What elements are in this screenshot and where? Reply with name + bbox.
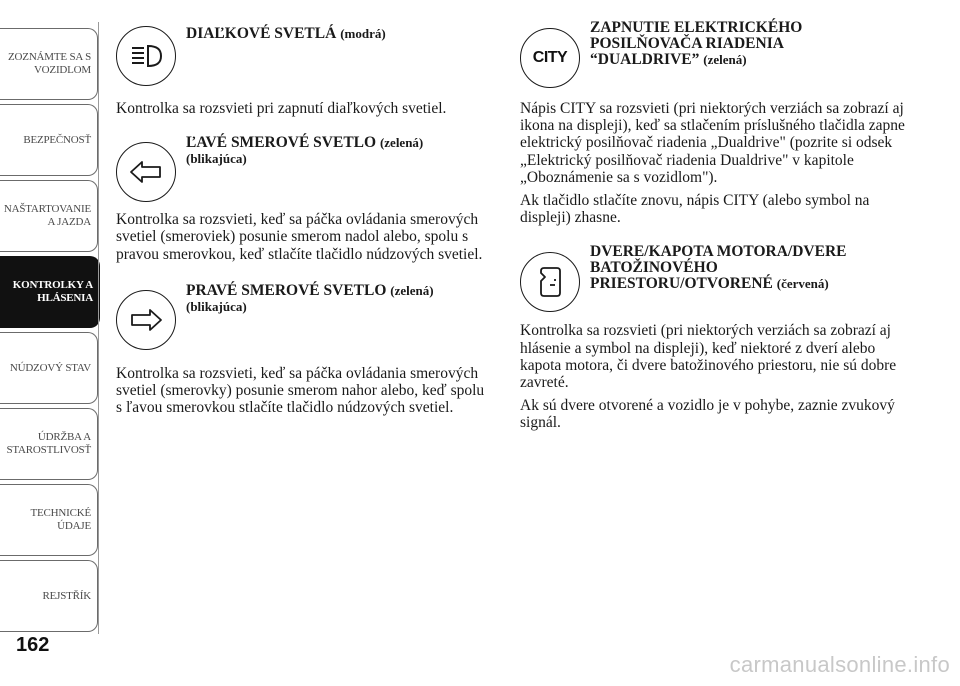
tab-emergency[interactable]: NÚDZOVÝ STAV (0, 332, 98, 404)
tab-safety[interactable]: BEZPEČNOSŤ (0, 104, 98, 176)
tab-index[interactable]: REJSTŘÍK (0, 560, 98, 632)
high-beam-icon (116, 26, 176, 86)
tab-starting-driving[interactable]: NAŠTARTOVANIE A JAZDA (0, 180, 98, 252)
doors-description-2: Ak sú dvere otvorené a vozidlo je v pohybe, zaznie zvukový signál. (520, 397, 895, 432)
high-beam-description: Kontrolka sa rozsvieti pri zapnutí diaľkových svetiel. (116, 100, 447, 117)
doors-section (520, 244, 910, 318)
left-turn-title: ĽAVÉ SMEROVÉ SVETLO (zelená) (blikajúca) (186, 134, 424, 167)
tab-warning-lights[interactable]: KONTROLKY A HLÁSENIA (0, 256, 100, 328)
doors-title: DVERE/KAPOTA MOTORA/DVERE BATOŽINOVÉHO PRIESTORU/OTVORENÉ (červená) (590, 243, 847, 293)
left-turn-description: Kontrolka sa rozsvieti, keď sa páčka ovládania smerových svetiel (smeroviek) posunie smerom nadol alebo, spolu s pravou smerovkou, keď stlačíte tlačidlo núdzových svetiel. (116, 211, 483, 263)
right-turn-section (116, 283, 494, 357)
city-description-1: Nápis CITY sa rozsvieti (pri niektorých verziách sa zobrazí aj ikona na displeji), keď sa stlačením príslušného tlačidla zapne elektrický posilňovač riadenia „Dualdrive" (pozrite si odsek „Elektrický posilňovač riadenia Dualdrive" v kapitole „Oboznámenie sa s vozidlom"). (520, 100, 905, 186)
left-arrow-icon (116, 142, 176, 202)
city-title: ZAPNUTIE ELEKTRICKÉHO POSILŇOVAČA RIADENIA “DUALDRIVE” (zelená) (590, 19, 803, 68)
sidebar-divider (98, 22, 99, 634)
high-beam-section (116, 20, 494, 90)
door-open-icon (520, 252, 580, 312)
right-column (520, 20, 910, 432)
right-arrow-icon (116, 290, 176, 350)
doors-description-1: Kontrolka sa rozsvieti (pri niektorých verziách sa zobrazí aj hlásenie a symbol na displeji), keď niektoré z dverí alebo kapota motora, či dvere batožinového priestoru, nie sú dobre zavreté. (520, 322, 897, 392)
city-description-2: Ak tlačidlo stlačíte znovu, nápis CITY (alebo symbol na displeji) zhasne. (520, 192, 870, 227)
city-icon: CITY (520, 28, 580, 88)
right-turn-description: Kontrolka sa rozsvieti, keď sa páčka ovládania smerových svetiel (smerovky) posunie smerom nahor alebo, keď spolu s ľavou smerovkou stlačíte tlačidlo núdzových svetiel. (116, 364, 485, 417)
high-beam-title: DIAĽKOVÉ SVETLÁ (modrá) (186, 25, 386, 42)
tab-maintenance[interactable]: ÚDRŽBA A STAROSTLIVOSŤ (0, 408, 98, 480)
page-number: 162 (16, 634, 50, 656)
watermark: carmanualsonline.info (729, 652, 950, 677)
tab-technical-data[interactable]: TECHNICKÉ ÚDAJE (0, 484, 98, 556)
left-turn-section (116, 135, 494, 209)
city-section (520, 20, 910, 90)
left-column (116, 20, 494, 416)
right-turn-title: PRAVÉ SMEROVÉ SVETLO (zelená) (blikajúca) (186, 281, 434, 314)
tab-vehicle-intro[interactable]: ZOZNÁMTE SA S VOZIDLOM (0, 28, 98, 100)
